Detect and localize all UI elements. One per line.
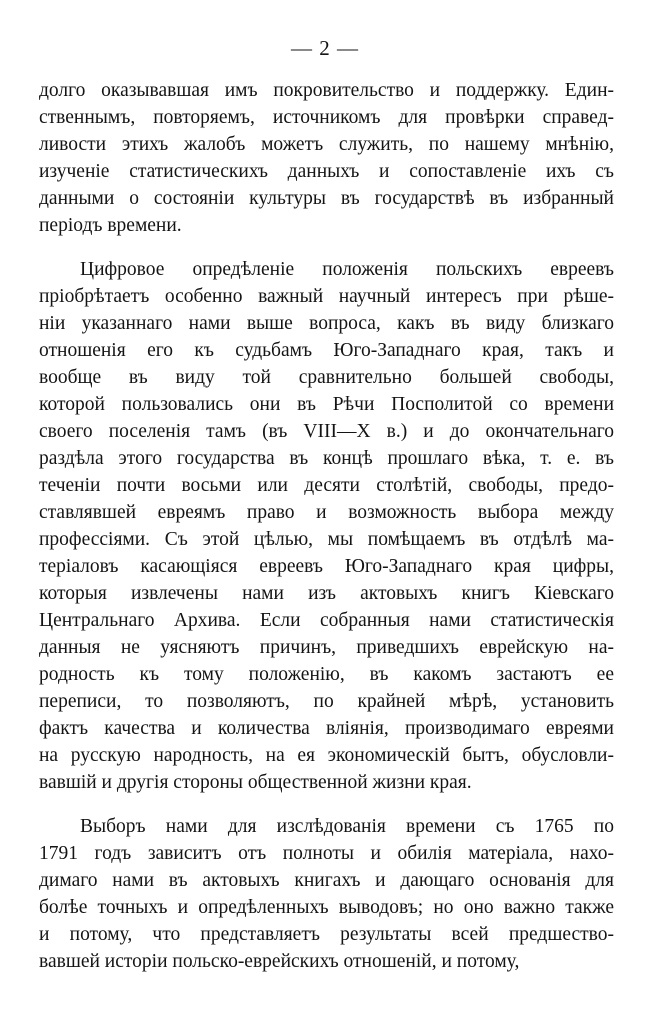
text-line: періодъ времени.	[39, 215, 182, 236]
text-line: вавшій и другія стороны общественной жизни края.	[39, 772, 472, 793]
text-line: на русскую народность, на ея экономическій бытъ, обусловли-	[39, 745, 614, 766]
text-line: теченіи почти восьми или десяти столѣтій, свободы, предо-	[39, 475, 614, 496]
text-line: которой пользовались они въ Рѣчи Посполитой со времени	[39, 394, 614, 415]
text-line: ставлявшей евреямъ право и возможность выбора между	[39, 502, 614, 523]
text-line: профессіями. Съ этой цѣлью, мы помѣщаемъ въ отдѣлѣ ма-	[39, 529, 614, 550]
text-line: болѣе точныхъ и опредѣленныхъ выводовъ; но оно важно также	[39, 897, 614, 918]
text-line: долго оказывавшая имъ покровительство и поддержку. Един-	[39, 80, 614, 101]
text-line: вообще въ виду той сравнительно большей свободы,	[39, 367, 614, 388]
page-number: — 2 —	[291, 36, 359, 60]
text-line: пріобрѣтаетъ особенно важный научный интересъ при рѣше-	[39, 286, 614, 307]
text-line: данными о состояніи культуры въ государствѣ въ избранный	[39, 188, 614, 209]
text-line: раздѣла этого государства въ концѣ прошлаго вѣка, т. е. въ	[39, 448, 614, 469]
text-line: изученіе статистическихъ данныхъ и сопоставленіе ихъ съ	[39, 161, 614, 182]
text-line: вавшей исторіи польско-еврейскихъ отношеній, и потому,	[39, 951, 520, 972]
text-line: которыя извлечены нами изъ актовыхъ книгъ Кіевскаго	[39, 583, 614, 604]
text-line: Цифровое опредѣленіе положенія польскихъ евреевъ	[80, 259, 614, 280]
text-line: димаго нами въ актовыхъ книгахъ и дающаго основанія для	[39, 870, 614, 891]
text-line: 1791 годъ зависитъ отъ полноты и обилія матеріала, нахо-	[39, 843, 614, 864]
text-line: Центральнаго Архива. Если собранныя нами статистическія	[39, 610, 614, 631]
text-line: родность къ тому положенію, въ какомъ застаютъ ее	[39, 664, 614, 685]
text-line: переписи, то позволяютъ, по крайней мѣрѣ, установить	[39, 691, 614, 712]
text-line: ніи указаннаго нами выше вопроса, какъ въ виду близкаго	[39, 313, 614, 334]
text-line: ливости этихъ жалобъ можетъ служить, по нашему мнѣнію,	[39, 134, 614, 155]
text-line: теріаловъ касающіяся евреевъ Юго-Западнаго края цифры,	[39, 556, 614, 577]
text-line: и потому, что представляетъ результаты всей предшество-	[39, 924, 614, 945]
text-line: своего поселенія тамъ (въ VIII—X в.) и до окончательнаго	[39, 421, 614, 442]
text-line: данныя не уясняютъ причинъ, приведшихъ еврейскую на-	[39, 637, 614, 658]
text-line: отношенія его къ судьбамъ Юго-Западнаго края, такъ и	[39, 340, 614, 361]
text-line: ственнымъ, повторяемъ, источникомъ для провѣрки справед-	[39, 107, 614, 128]
text-line: фактъ качества и количества вліянія, производимаго евреями	[39, 718, 614, 739]
text-line: Выборъ нами для изслѣдованія времени съ 1765 по	[80, 816, 614, 837]
